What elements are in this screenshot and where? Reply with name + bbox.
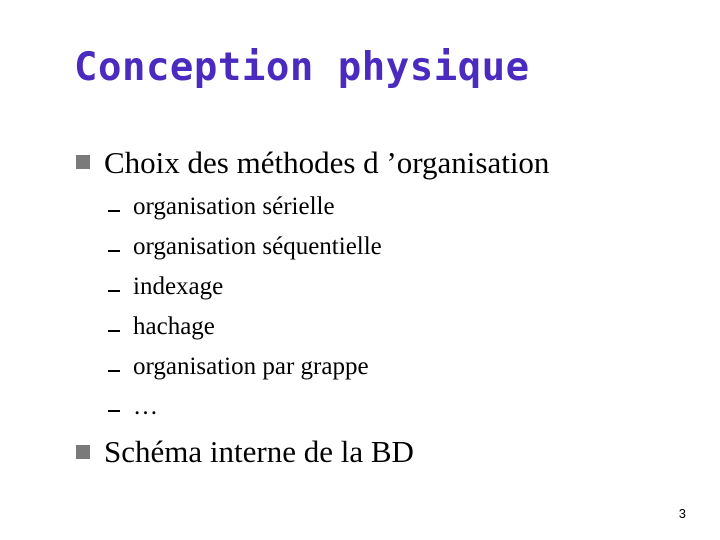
bullet-text: Choix des méthodes d ’organisation bbox=[104, 145, 550, 180]
subitem-text: hachage bbox=[133, 313, 215, 340]
dash-bullet-icon bbox=[108, 210, 120, 212]
dash-bullet-icon bbox=[108, 370, 120, 372]
slide-title: Conception physique bbox=[74, 45, 530, 90]
subitem-text: … bbox=[133, 393, 158, 420]
subitem-text: organisation séquentielle bbox=[133, 233, 382, 260]
dash-bullet-icon bbox=[108, 250, 120, 252]
square-bullet-icon bbox=[76, 445, 90, 459]
dash-bullet-icon bbox=[108, 290, 120, 292]
page-number: 3 bbox=[678, 506, 686, 521]
subitem-text: organisation par grappe bbox=[133, 353, 369, 380]
square-bullet-icon bbox=[76, 155, 90, 169]
dash-bullet-icon bbox=[108, 410, 120, 412]
dash-bullet-icon bbox=[108, 330, 120, 332]
subitem-text: organisation sérielle bbox=[133, 193, 335, 220]
subitem-text: indexage bbox=[133, 273, 224, 300]
bullet-text: Schéma interne de la BD bbox=[104, 434, 414, 469]
